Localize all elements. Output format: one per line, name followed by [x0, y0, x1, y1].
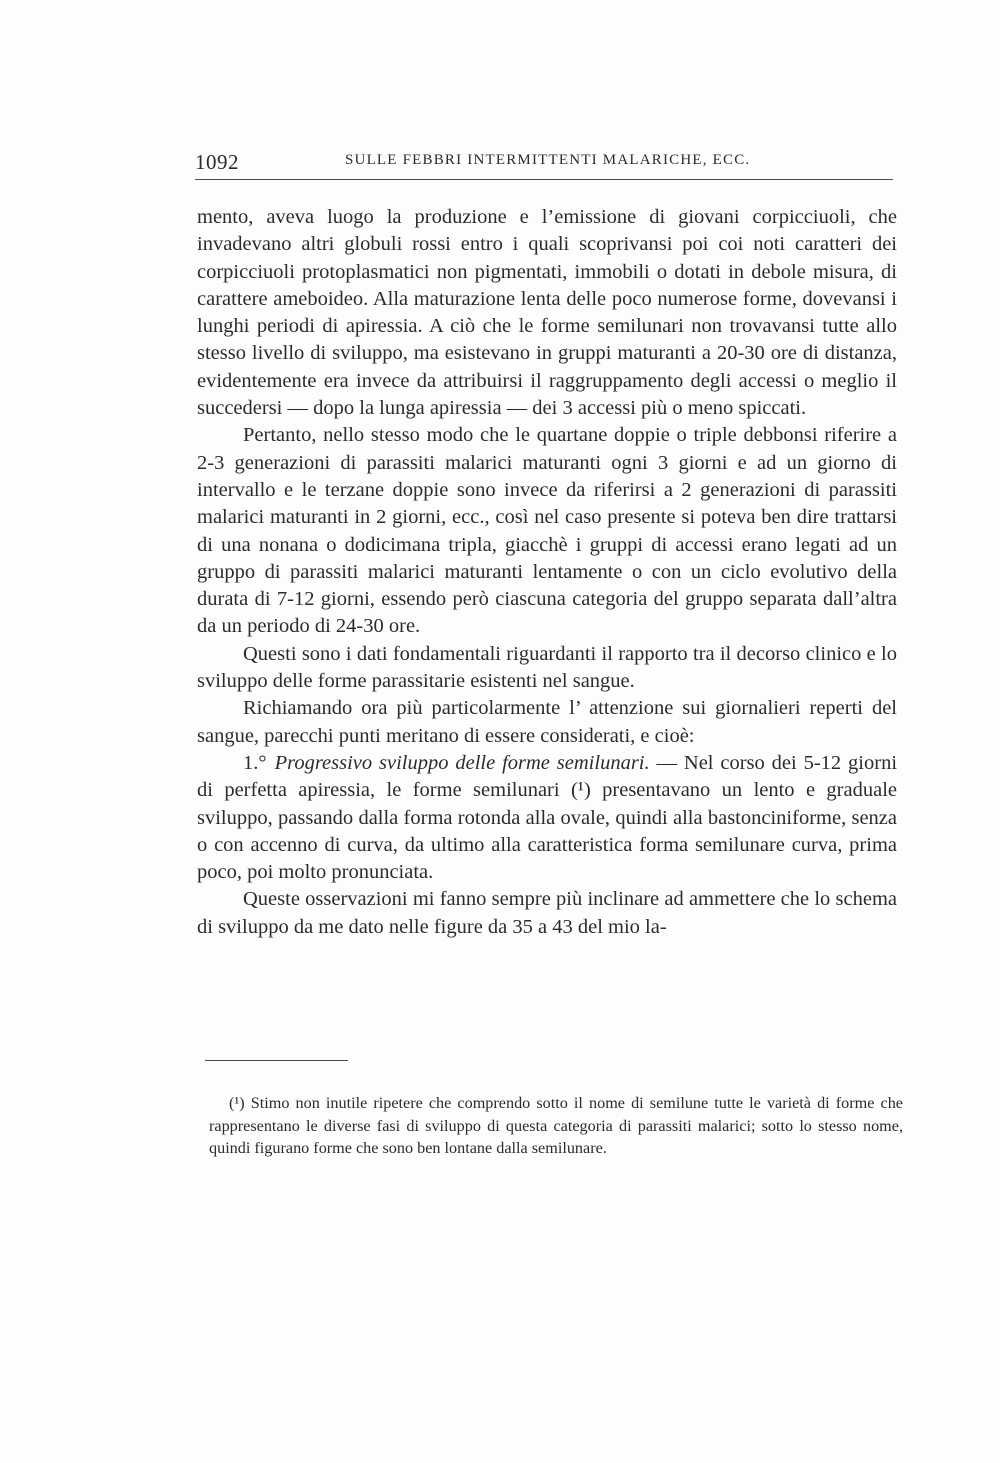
item-number: 1.° — [243, 751, 267, 774]
body-text — [197, 204, 897, 941]
footnote-rule — [205, 1060, 348, 1061]
paragraph-continuation: mento, aveva luogo la produzione e l’emissione di giovani corpicciuoli, che invadevano altri globuli rossi entro i quali scoprivansi poi coi noti caratteri dei corpicciuoli protoplasmatici non pigmentati, immobili o dotati in debole misura, di carattere ameboideo. Alla maturazione lenta delle poco numerose forme, dovevansi i lunghi periodi di apiressia. A ciò che le forme semilunari non trovavansi tutte allo stesso livello di sviluppo, ma esistevano in gruppi maturanti a 20-30 ore di distanza, evidentemente era invece da attribuirsi il raggruppamento degli accessi o meglio il succedersi — dopo la lunga apiressia — dei 3 accessi più o meno spiccati. — [197, 206, 897, 420]
item-title: Progressivo sviluppo delle forme semilunari. — [274, 751, 650, 774]
item-text: — Nel corso dei 5-12 giorni di perfetta apiressia, le forme semilunari (¹) presentavano un lento e graduale sviluppo, passando dalla forma rotonda alla ovale, quindi alla bastonciniforme, senza o con accenno di curva, da ultimo alla caratteristica forma semilunare curva, prima poco, poi molto pronunciata. — [197, 751, 898, 884]
paragraph: Queste osservazioni mi fanno sempre più inclinare ad ammettere che lo schema di sviluppo da me dato nelle figure da 35 a 43 del mio la- — [197, 888, 897, 938]
page-number: 1092 — [195, 150, 239, 174]
running-title: SULLE FEBBRI INTERMITTENTI MALARICHE, ECC. — [345, 152, 751, 168]
header-rule — [195, 179, 893, 180]
footnote: (¹) Stimo non inutile ripetere che comprendo sotto il nome di semilune tutte le varietà di forme che rappresentano le diverse fasi di sviluppo di questa categoria di parassiti malarici; sotto lo stesso nome, quindi figurano forme che sono ben lontane dalla semilunare. — [209, 1094, 903, 1157]
paragraph: Pertanto, nello stesso modo che le quartane doppie o triple debbonsi riferire a 2-3 generazioni di parassiti malarici maturanti ogni 3 giorni e ad un giorno di intervallo e le terzane doppie sono invece da riferirsi a 2 generazioni di parassiti malarici maturanti in 2 giorni, ecc., così nel caso presente si poteva ben dire trattarsi di una nonana o dodicimana tripla, giacchè i gruppi di accessi erano legati ad un gruppo di parassiti malarici maturanti lentamente o con un ciclo evolutivo della durata di 7-12 giorni, essendo però ciascuna categoria del gruppo separata dall’altra da un periodo di 24-30 ore. — [197, 424, 897, 638]
numbered-item — [197, 750, 897, 886]
paragraph: Questi sono i dati fondamentali riguardanti il rapporto tra il decorso clinico e lo sviluppo delle forme parassitarie esistenti nel sangue. — [197, 642, 897, 693]
running-header — [195, 150, 895, 180]
paragraph: Richiamando ora più particolarmente l’ attenzione sui giornalieri reperti del sangue, parecchi punti meritano di essere considerati, e cioè: — [197, 697, 897, 747]
